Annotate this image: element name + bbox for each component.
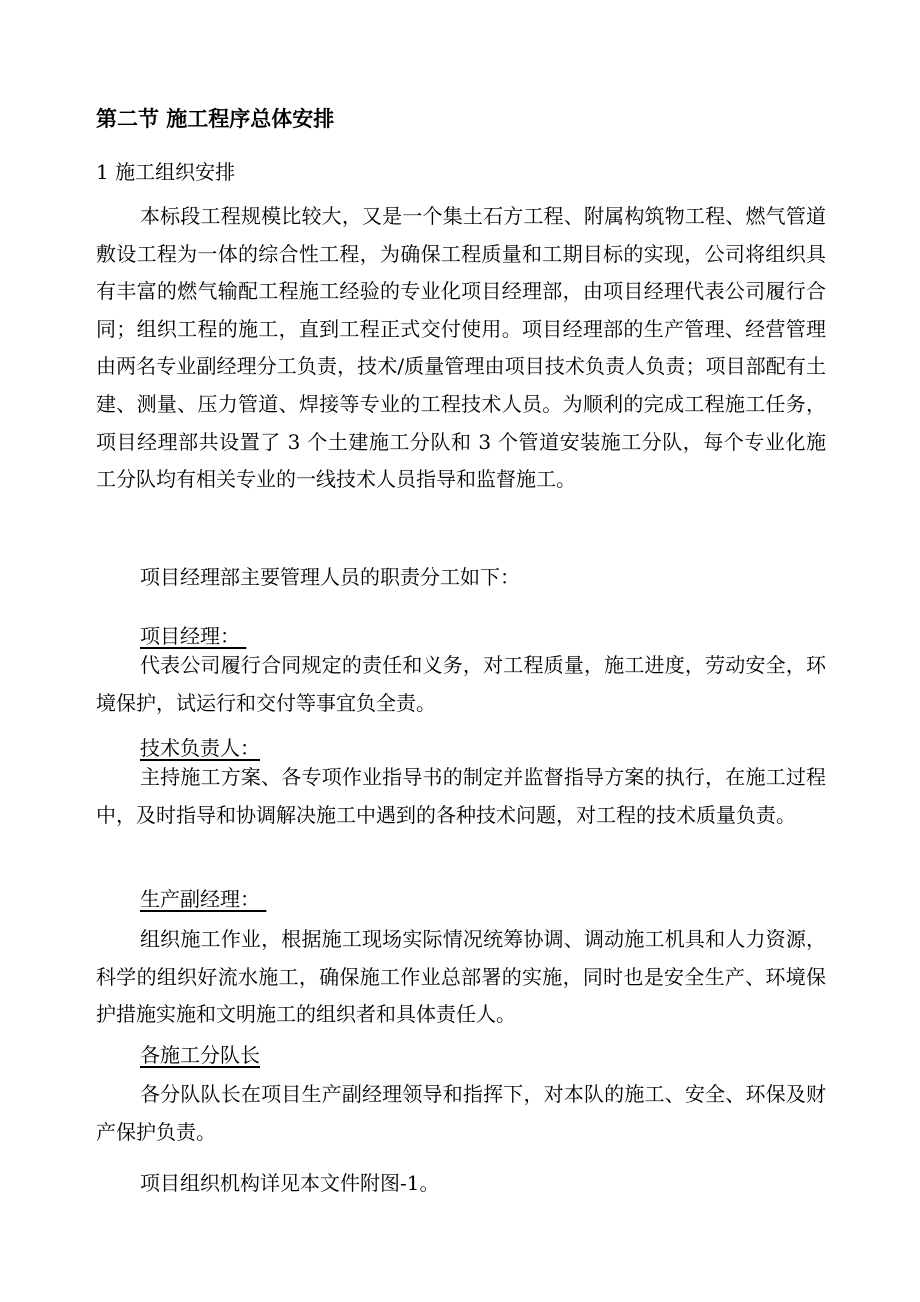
section-title: 第二节 施工程序总体安排 [96,106,335,131]
role-title-technical-lead: 技术负责人： [140,736,260,760]
role-title-team-leaders: 各施工分队长 [140,1043,260,1067]
role-description-technical-lead: 主持施工方案、各专项作业指导书的制定并监督指导方案的执行，在施工过程中，及时指导和协调解决施工中遇到的各种技术问题，对工程的技术质量负责。 [96,765,826,827]
role-description-team-leaders: 各分队队长在项目生产副经理领导和指挥下，对本队的施工、安全、环保及财产保护负责。 [96,1082,826,1144]
role-title-production-deputy: 生产副经理： [140,887,267,911]
role-title-project-manager: 项目经理： [140,624,247,648]
subsection-title: 1 施工组织安排 [96,160,236,184]
role-description-project-manager: 代表公司履行合同规定的责任和义务，对工程质量，施工进度，劳动安全，环境保护，试运行和交付等事宜负全责。 [96,653,826,715]
duties-intro: 项目经理部主要管理人员的职责分工如下： [140,565,520,589]
intro-paragraph: 本标段工程规模比较大，又是一个集土石方工程、附属构筑物工程、燃气管道敷设工程为一体的综合性工程，为确保工程质量和工期目标的实现，公司将组织具有丰富的燃气输配工程施工经验的专业化项目经理部，由项目经理代表公司履行合同；组织工程的施工，直到工程正式交付使用。项目经理部的生产管理、经营管理由两名专业副经理分工负责，技术/质量管理由项目技术负责人负责；项目部配有土建、测量、压力管道、焊接等专业的工程技术人员。为顺利的完成工程施工任务，项目经理部共设置了 3 个土建施工分队和 3 个管道安装施工分队，每个专业化施工分队均有相关专业的一线技术人员指导和监督施工。 [96,204,826,492]
closing-note: 项目组织机构详见本文件附图-1。 [140,1171,440,1195]
role-description-production-deputy: 组织施工作业，根据施工现场实际情况统筹协调、调动施工机具和人力资源，科学的组织好流水施工，确保施工作业总部署的实施，同时也是安全生产、环境保护措施实施和文明施工的组织者和具体责任人。 [96,927,826,1027]
